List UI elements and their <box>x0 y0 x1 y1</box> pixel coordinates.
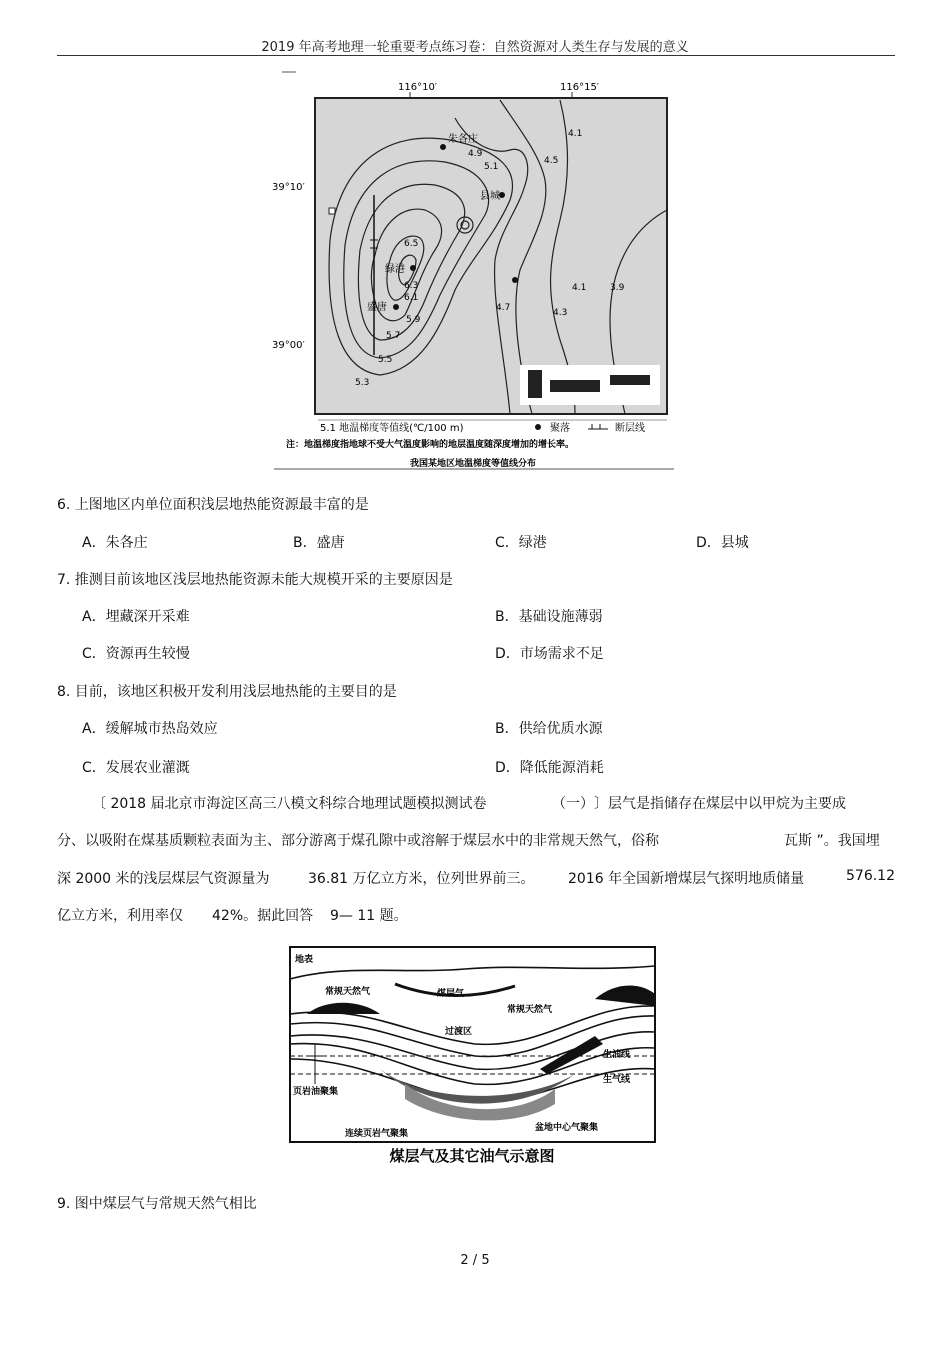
page-number: 2 / 5 <box>460 1253 490 1268</box>
svg-text:5.3: 5.3 <box>355 378 370 388</box>
passage-line-4b: 42%。据此回答 <box>212 908 314 924</box>
passage-line-3a: 深 2000 米的浅层煤层气资源量为 <box>57 871 270 887</box>
svg-text:常规天然气: 常规天然气 <box>325 987 371 997</box>
q8-option-b: B．供给优质水源 <box>495 721 603 737</box>
figure-note: 注：地温梯度指地球不受大气温度影响的地层温度随深度增加的增长率。 <box>286 440 575 450</box>
diagram-caption: 煤层气及其它油气示意图 <box>389 1147 555 1165</box>
svg-text:4.9: 4.9 <box>468 149 483 159</box>
q8-option-a: A．缓解城市热岛效应 <box>82 721 218 737</box>
svg-text:煤层气: 煤层气 <box>437 989 465 999</box>
passage-line-3b: 36.81 万亿立方米，位列世界前三。 <box>308 871 535 887</box>
place-label: 盛唐 <box>367 302 387 313</box>
svg-text:4.1: 4.1 <box>572 283 587 293</box>
page-header: 2019 年高考地理一轮重要考点练习卷：自然资源对人类生存与发展的意义 <box>261 40 689 55</box>
settlement-dot <box>440 144 446 150</box>
passage-line-3c: 2016 年全国新增煤层气探明地质储量 <box>568 871 805 887</box>
settlement-dot <box>393 304 399 310</box>
q8-option-c: C．发展农业灌溉 <box>82 760 190 776</box>
place-label: 县城 <box>480 191 500 202</box>
legend-settlement: 聚落 <box>550 423 570 434</box>
svg-text:过渡区: 过渡区 <box>445 1027 473 1037</box>
svg-text:生气线: 生气线 <box>603 1075 631 1085</box>
legend-fault-symbol <box>588 424 608 429</box>
q7-option-c: C．资源再生较慢 <box>82 646 190 662</box>
place-label: 朱各庄 <box>448 134 478 145</box>
svg-text:6.1: 6.1 <box>404 293 419 303</box>
svg-text:盆地中心气聚集: 盆地中心气聚集 <box>535 1123 599 1133</box>
svg-text:3.9: 3.9 <box>610 283 625 293</box>
lat-top-label: 39°10′ <box>272 182 305 193</box>
figure-caption: 我国某地区地温梯度等值线分布 <box>410 459 537 469</box>
passage-line-1a: 〔 2018 届北京市海淀区高三八模文科综合地理试题模拟测试卷 <box>92 796 487 812</box>
passage-line-3d: 576.12 <box>846 868 895 884</box>
header-rule <box>57 55 895 56</box>
q6-option-c: C．绿港 <box>495 535 547 551</box>
legend-settlement-symbol <box>535 424 541 430</box>
q6-option-a: A．朱各庄 <box>82 535 148 551</box>
settlement-dot <box>512 277 518 283</box>
question-6: 6. 上图地区内单位面积浅层地热能资源最丰富的是 <box>57 497 369 513</box>
svg-text:5.7: 5.7 <box>386 331 401 341</box>
q8-option-d: D．降低能源消耗 <box>495 760 604 776</box>
legend-patch <box>520 365 660 405</box>
svg-text:地表: 地表 <box>295 955 314 965</box>
q7-option-d: D．市场需求不足 <box>495 646 604 662</box>
legend-fault: 断层线 <box>615 423 645 434</box>
q6-option-d: D．县城 <box>696 535 749 551</box>
question-7: 7. 推测目前该地区浅层地热能资源未能大规模开采的主要原因是 <box>57 572 453 588</box>
svg-text:5.5: 5.5 <box>378 355 393 365</box>
place-label: 绿港 <box>385 264 405 275</box>
passage-line-2b: 瓦斯 ”。我国埋 <box>784 833 880 849</box>
question-9: 9. 图中煤层气与常规天然气相比 <box>57 1196 257 1212</box>
svg-text:6.5: 6.5 <box>404 239 419 249</box>
passage-line-1c: 〕层气是指储存在煤层中以甲烷为主要成 <box>594 796 846 812</box>
passage-line-1b: （一） <box>552 796 594 812</box>
lon-right-label: 116°15′ <box>560 82 600 93</box>
svg-text:常规天然气: 常规天然气 <box>507 1005 553 1015</box>
passage-line-4a: 亿立方米，利用率仅 <box>57 908 183 924</box>
coalbed-methane-diagram <box>285 944 660 1169</box>
settlement-dot <box>410 265 416 271</box>
question-8: 8. 目前，该地区积极开发利用浅层地热能的主要目的是 <box>57 684 397 700</box>
svg-text:4.5: 4.5 <box>544 156 559 166</box>
q7-option-a: A．埋藏深开采难 <box>82 609 190 625</box>
svg-text:4.7: 4.7 <box>496 303 511 313</box>
geothermal-gradient-map <box>270 70 676 470</box>
svg-text:6.3: 6.3 <box>404 281 419 291</box>
q6-option-b: B．盛唐 <box>293 535 345 551</box>
svg-text:4.3: 4.3 <box>553 308 568 318</box>
svg-text:页岩油聚集: 页岩油聚集 <box>293 1087 339 1097</box>
passage-line-2a: 分、以吸附在煤基质颗粒表面为主、部分游离于煤孔隙中或溶解于煤层水中的非常规天然气，俗称 <box>57 833 659 849</box>
svg-text:生油线: 生油线 <box>603 1050 631 1060</box>
lon-left-label: 116°10′ <box>398 82 438 93</box>
legend-isoline: 5.1 地温梯度等值线(℃/100 m) <box>320 423 464 434</box>
q7-option-b: B．基础设施薄弱 <box>495 609 603 625</box>
passage-line-4c: 9— 11 题。 <box>330 908 408 924</box>
svg-text:5.9: 5.9 <box>406 315 421 325</box>
svg-text:连续页岩气聚集: 连续页岩气聚集 <box>345 1129 409 1139</box>
svg-text:5.1: 5.1 <box>484 162 499 172</box>
svg-text:4.1: 4.1 <box>568 129 583 139</box>
lat-bottom-label: 39°00′ <box>272 340 305 351</box>
